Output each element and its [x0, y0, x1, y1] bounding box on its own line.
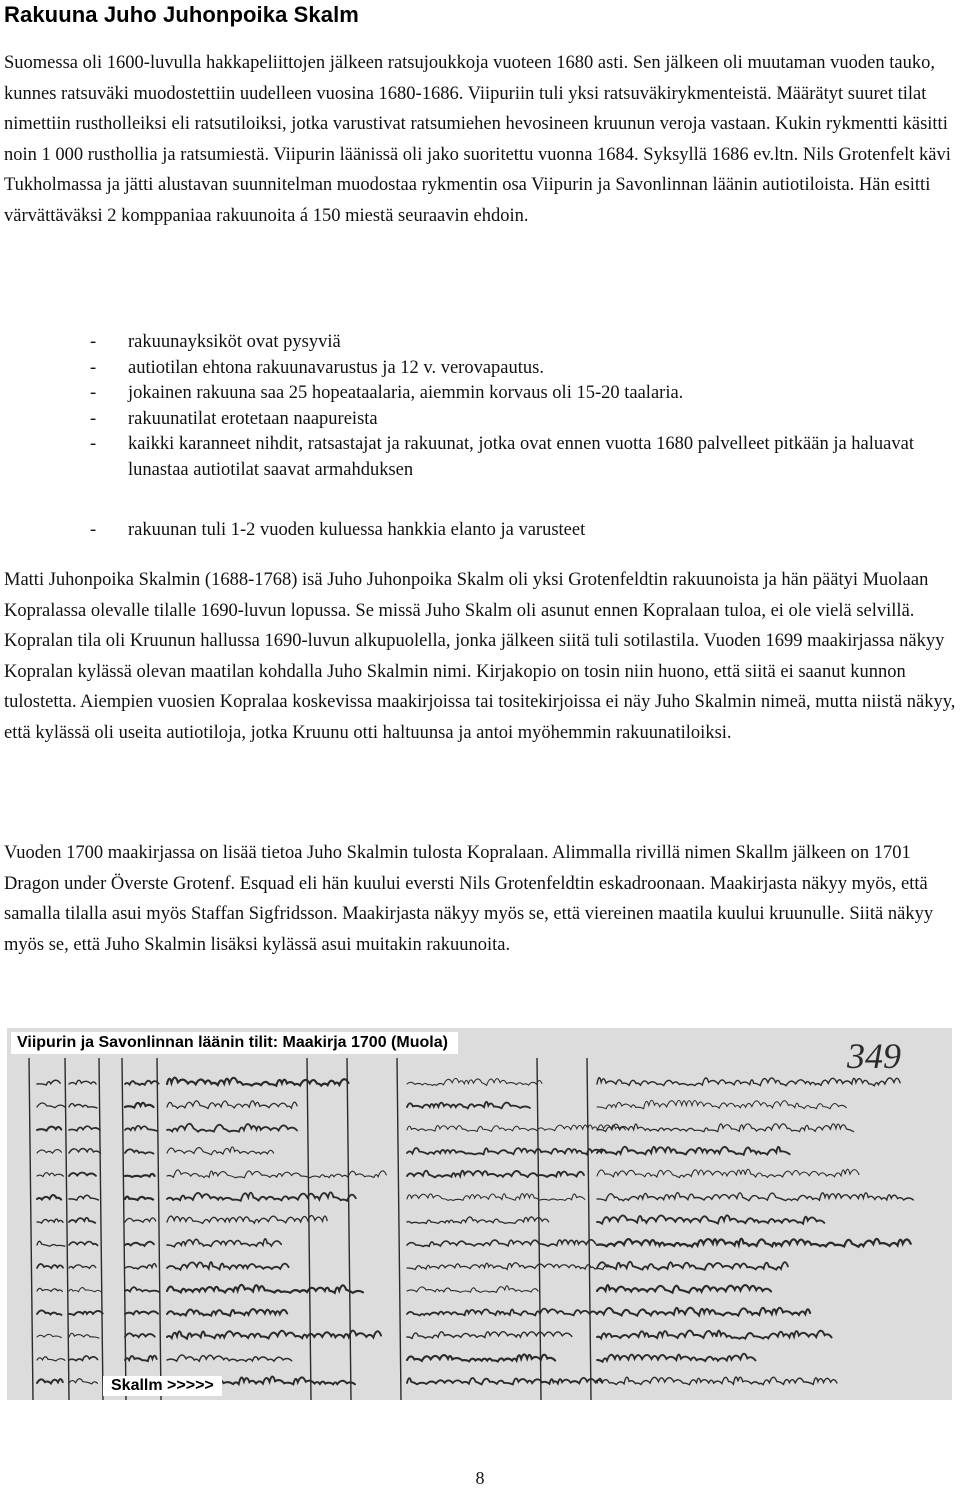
bullet-dash: -: [90, 434, 97, 454]
list-item: - rakuunatilat erotetaan naapureista: [90, 407, 950, 433]
list-item: - rakuunayksiköt ovat pysyviä: [90, 330, 950, 356]
list-item: - autiotilan ehtona rakuunavarustus ja 12 v. verovapautus.: [90, 356, 950, 382]
handwritten-ledger-image: [7, 1028, 952, 1400]
page-number: 8: [475, 1468, 485, 1488]
bullet-dash: -: [90, 357, 97, 378]
scan-name-marker: Skallm >>>>>: [103, 1376, 222, 1396]
scan-caption: Viipurin ja Savonlinnan läänin tilit: Maakirja 1700 (Muola): [11, 1032, 458, 1054]
bullet-dash: -: [90, 383, 97, 403]
page-title: Rakuuna Juho Juhonpoika Skalm: [4, 2, 359, 27]
intro-paragraph: Suomessa oli 1600-luvulla hakkapeliittojen jälkeen ratsujoukkoja vuoteen 1680 asti. Sen jälkeen oli muutaman vuoden tauko, kunnes ratsuväki muodostettiin uudelleen vuosina 1680-1686. Viipuriin tuli yksi ratsuväkirykmenteistä. Määrätyt suuret tilat nimettiin rustholleiksi eli ratsutiloiksi, jotka varustivat ratsumiehen hevosineen kruunun veroja vastaan. Kukin rykmentti käsitti noin 1 000 rusthollia ja ratsumiestä. Viipurin läänissä oli jako suoritettu vuonna 1684. Syksyllä 1686 ev.ltn. Nils Grotenfelt kävi Tukholmassa ja jätti alustavan suunnitelman muodostaa rykmentin osa Viipurin ja Savonlinnan läänin autiotiloista. Hän esitti värvättäväksi 2 komppaniaa rakuunoita á 150 miestä seuraavin ehdoin.: [4, 53, 951, 226]
conditions-list: [90, 330, 950, 483]
list-item: - jokainen rakuuna saa 25 hopeataalaria, aiemmin korvaus oli 15-20 taalaria.: [90, 381, 950, 407]
list-item: - kaikki karanneet nihdit, ratsastajat ja rakuunat, jotka ovat ennen vuotta 1680 palvelleet pitkään ja haluavat lunastaa autiotilat saavat armahduksen: [90, 434, 914, 480]
bullet-dash: -: [90, 408, 97, 429]
land-register-scan: [7, 1028, 952, 1400]
conditions-list-last: [90, 518, 950, 544]
bullet-dash: -: [90, 332, 97, 352]
list-item: - rakuunan tuli 1-2 vuoden kuluessa hankkia elanto ja varusteet: [90, 518, 950, 544]
folio-number: 349: [847, 1036, 901, 1076]
bullet-dash: -: [90, 520, 97, 540]
body-paragraph-1700: Vuoden 1700 maakirjassa on lisää tietoa Juho Skalmin tulosta Kopralaan. Alimmalla rivillä nimen Skallm jälkeen on 1701 Dragon under Överste Grotenf. Esquad eli hän kuului eversti Nils Grotenfeldtin eskadroonaan. Maakirjasta näkyy myös, että samalla tilalla asui myös Staffan Sigfridsson. Maakirjasta näkyy myös se, että viereinen maatila kuului kruunulle. Siitä näkyy myös se, että Juho Skalmin lisäksi kylässä asui muitakin rakuunoita.: [4, 843, 934, 955]
body-paragraph-skalm: Matti Juhonpoika Skalmin (1688-1768) isä Juho Juhonpoika Skalm oli yksi Grotenfeldtin rakuunoista ja hän päätyi Muolaan Kopralassa olevalle tilalle 1690-luvun lopussa. Se missä Juho Skalm oli asunut ennen Kopralaan tuloa, ei ole vielä selvillä. Kopralan tila oli Kruunun hallussa 1690-luvun alkupuolella, jonka jälkeen siitä tuli sotilastila. Vuoden 1699 maakirjassa näkyy Kopralan kylässä olevan maatilan kohdalla Juho Skalmin nimi. Kirjakopio on tosin niin huono, että siitä ei saanut kunnon tulostetta. Aiempien vuosien Kopralaa koskevissa maakirjoissa tai tositekirjoissa ei näy Juho Skalmin nimeä, mutta niistä näkyy, että kylässä oli useita autiotiloja, jotka Kruunu otti haltuunsa ja antoi myöhemmin rakuunatiloiksi.: [4, 570, 956, 743]
